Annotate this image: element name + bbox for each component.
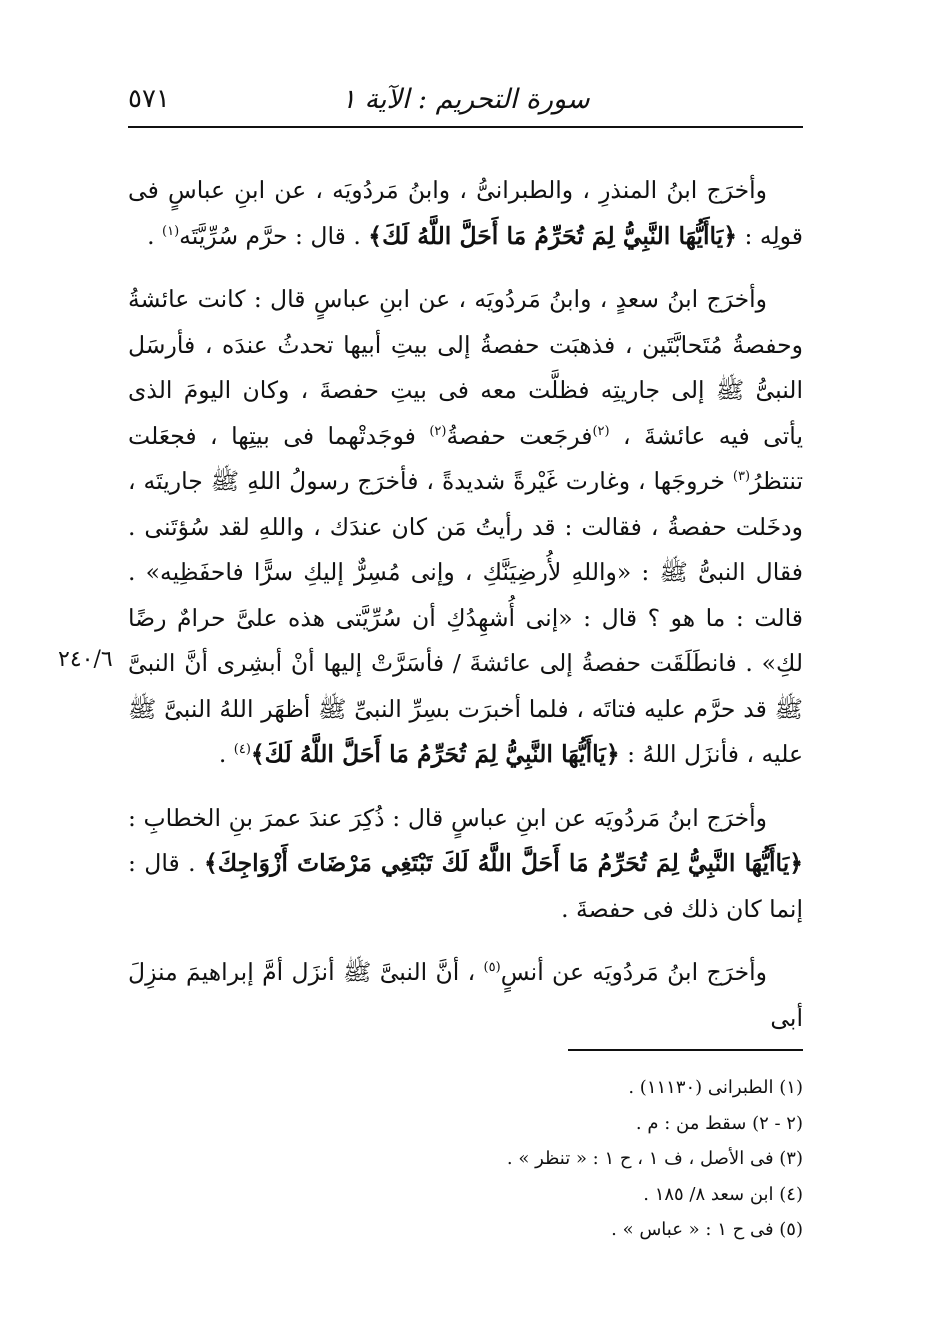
footnote-rule — [568, 1049, 803, 1051]
quran-verse: ﴿يَاأَيُّهَا النَّبِيُّ لِمَ تُحَرِّمُ مَا أَحَلَّ اللَّهُ لَكَ﴾ — [368, 221, 737, 250]
main-text — [128, 168, 803, 1059]
page-title: سورة التحريم : الآية ١ — [341, 84, 590, 115]
footnotes — [128, 1070, 803, 1248]
paragraph-1 — [128, 168, 803, 259]
quran-verse: ﴿يَاأَيُّهَا النَّبِيُّ لِمَ تُحَرِّمُ مَا أَحَلَّ اللَّهُ لَكَ﴾ — [250, 740, 620, 768]
footnote-ref-1: (١) — [162, 223, 180, 239]
margin-reference: ٢٤٠/٦ — [58, 647, 113, 672]
text-run: فرجَعت حفصةُ — [446, 421, 593, 450]
paragraph-4 — [128, 950, 803, 1041]
text-run: وأخرَج ابنُ سعدٍ ، وابنُ مَردُويَه ، عن ابنِ عباسٍ قال : كانت عائشةُ وحفصةُ مُتَحابَّتَين ، فذهبَت حفصةُ إلى بيتِ أبيها تحدثُ عندَه ، فأرسَل النبىُّ ﷺ إلى جاريتِه فظلَّت معه فى بيتِ حفصةَ ، وكان اليومَ الذى يأتى فيه عائشةَ ، — [128, 285, 803, 450]
footnote-ref-3: (٣) — [732, 469, 751, 485]
footnote-3: (٣) فى الأصل ، ف ١ ، ح ١ : « تنظر » . — [506, 1148, 803, 1169]
text-run: ، أنَّ النبىَّ ﷺ أنزَل أمَّ إبراهيمَ منزِلَ أبى — [128, 958, 803, 1032]
footnote-1: (١) الطبرانى (١١١٣٠) . — [628, 1077, 803, 1098]
paragraph-2 — [128, 277, 803, 778]
page-number: ٥٧١ — [128, 84, 170, 114]
text-run: وأخرَج ابنُ مَردُويَه عن أنسٍ — [500, 958, 767, 986]
footnote-2: (٢ - ٢) سقط من : م . — [635, 1112, 803, 1134]
text-run: وأخرَج ابنُ المنذرِ ، والطبرانىُّ ، وابنُ مَردُويَه ، عن ابنِ عباسٍ فى قولِه : — [128, 176, 803, 250]
running-header — [128, 80, 803, 124]
text-run: . — [147, 221, 163, 250]
paragraph-3 — [128, 796, 803, 933]
text-run: . قال : إنما كان ذلك فى حفصةَ . — [128, 849, 803, 923]
text-run: . قال : حرَّم سُرِّيَّتَه — [179, 221, 369, 250]
text-run: خروجَها ، وغارت غَيْرةً شديدةً ، فأخرَج رسولُ اللهِ ﷺ جاريتَه ، ودخَلت حفصةُ ، فقالت : قد رأيتُ مَن كان عندَك ، واللهِ لقد سُؤتَنى . فقال النبىُّ ﷺ : «واللهِ لأُرضِيَنَّكِ ، وإنى مُسِرٌّ إليكِ سرًّا فاحفَظِيه» . قالت : ما هو ؟ قال : «إنى أُشهِدُكِ أن سُرِّيَّتى هذه علىَّ حرامٌ رضًا لكِ» . فانطَلَقَت حفصةُ إلى عائشةَ / فأسَرَّتْ إليها أنْ أبشِرى أنَّ النبىَّ ﷺ قد حرَّم عليه فتاتَه ، فلما أخبرَت بسِرِّ النبىِّ ﷺ أظهَر اللهُ النبىَّ ﷺ عليه ، فأنزَل اللهُ : — [128, 467, 803, 768]
header-rule — [128, 126, 803, 128]
footnote-ref-5: (٥) — [483, 960, 501, 976]
text-run: وأخرَج ابنُ مَردُويَه عن ابنِ عباسٍ قال : ذُكِرَ عندَ عمرَ بنِ الخطابِ : — [128, 803, 767, 832]
text-run: فوجَدتْهما فى بيتِها ، فجعَلت تنتظرُ — [128, 421, 803, 495]
footnote-ref-2-end: (٢) — [429, 423, 447, 439]
footnote-4: (٤) ابن سعد ٨/ ١٨٥ . — [643, 1183, 803, 1205]
footnote-ref-2-start: (٢) — [592, 423, 610, 439]
text-run: . — [218, 740, 234, 768]
footnote-5: (٥) فى ح ١ : « عباس » . — [611, 1219, 803, 1240]
footnote-ref-4: (٤) — [233, 742, 251, 758]
quran-verse: ﴿يَاأَيُّهَا النَّبِيُّ لِمَ تُحَرِّمُ مَا أَحَلَّ اللَّهُ لَكَ تَبْتَغِي مَرْضَاتَ أَزْوَاجِكَ﴾ — [204, 849, 803, 877]
